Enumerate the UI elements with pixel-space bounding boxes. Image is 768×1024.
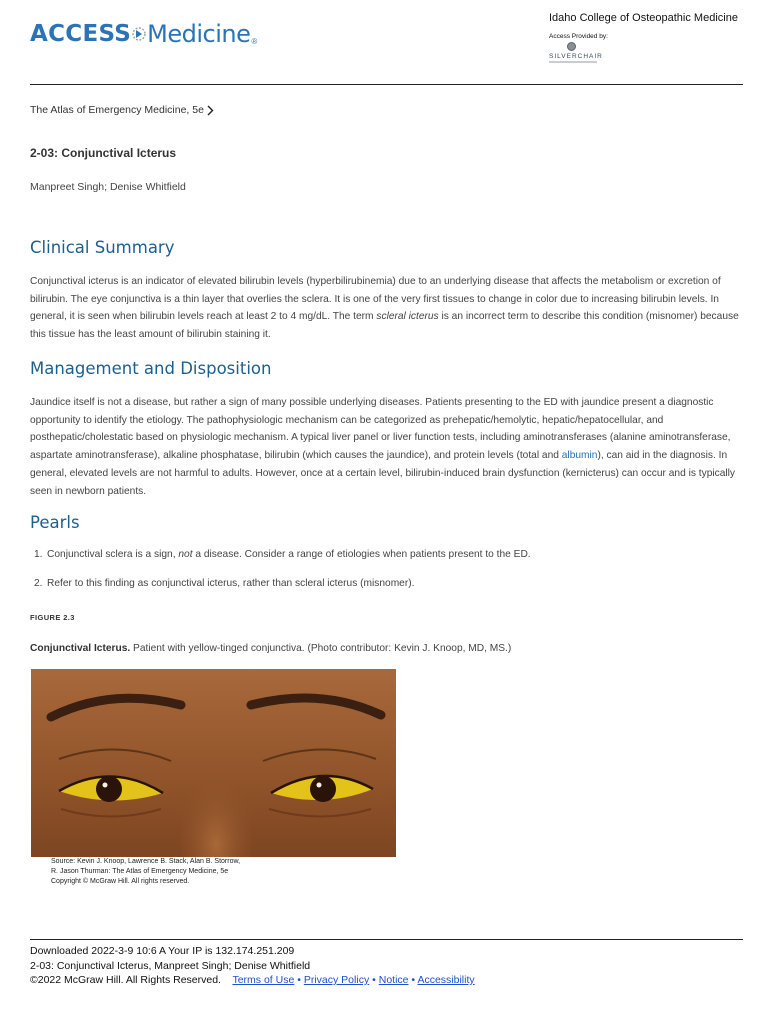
pearl-text-pre: Conjunctival sclera is a sign, (47, 549, 179, 560)
footer-copyright: ©2022 McGraw Hill. All Rights Reserved. (30, 974, 221, 986)
albumin-link[interactable]: albumin (561, 450, 598, 462)
breadcrumb[interactable] (30, 104, 214, 116)
pearl-number: 1. (34, 549, 43, 560)
pearl-text-italic: not (178, 549, 193, 560)
silverchair-logo-text: SILVERCHAIR (549, 53, 603, 60)
figure-label: FIGURE 2.3 (30, 613, 75, 622)
pearl-item (34, 578, 414, 589)
figure-caption (30, 643, 511, 654)
pearl-item (34, 549, 531, 560)
logo-arrow-icon (132, 23, 146, 45)
institution-name: Idaho College of Osteopathic Medicine (549, 12, 738, 24)
footer-download-info: Downloaded 2022-3-9 10:6 A Your IP is 132.174.251.209 (30, 945, 295, 957)
clinical-summary-text-2: is an incorrect term to describe this condition (misnomer) because this tissue has the least amount of bilirubin staining it. (30, 311, 739, 341)
accessmedicine-logo[interactable] (30, 14, 257, 54)
silverchair-logo (549, 42, 603, 66)
footer-separator: • (297, 974, 301, 986)
figure-credit-line: Source: Kevin J. Knoop, Lawrence B. Stack, Alan B. Storrow, (51, 858, 241, 865)
pearl-number: 2. (34, 578, 43, 589)
chapter-title: 2-03: Conjunctival Icterus (30, 146, 177, 160)
terms-of-use-link[interactable]: Terms of Use (232, 974, 295, 986)
chevron-right-icon (207, 105, 214, 116)
management-paragraph (30, 394, 740, 500)
scleral-icterus-term: scleral icterus (376, 311, 439, 323)
logo-medicine-text: Medicine (147, 20, 251, 48)
management-heading: Management and Disposition (30, 359, 272, 378)
figure-credit-line: Copyright © McGraw Hill. All rights reserved. (51, 878, 190, 885)
footer-separator: • (411, 974, 416, 986)
pearl-text-post: a disease. Consider a range of etiologies when patients present to the ED. (192, 549, 531, 560)
chapter-authors: Manpreet Singh; Denise Whitfield (30, 181, 186, 193)
footer-copyright-row (30, 973, 475, 988)
figure-caption-title: Conjunctival Icterus. (30, 643, 131, 654)
clinical-summary-heading: Clinical Summary (30, 238, 175, 257)
accessibility-link[interactable]: Accessibility (417, 974, 475, 986)
notice-link[interactable]: Notice (378, 974, 409, 986)
figure-caption-text: Patient with yellow-tinged conjunctiva. (Photo contributor: Kevin J. Knoop, MD, MS.) (130, 643, 512, 654)
footer-citation: 2-03: Conjunctival Icterus, Manpreet Singh; Denise Whitfield (30, 959, 311, 972)
breadcrumb-book-link[interactable]: The Atlas of Emergency Medicine, 5e (30, 104, 204, 116)
clinical-summary-text-1: Conjunctival icterus is an indicator of elevated bilirubin levels (hyperbilirubinemia) due to an underlying disease that affects the metabolism or excretion of bilirubin. The eye conjunctiva is a thin layer that overlies the sclera. It is one of the very first tissues to change in color due to increasing bilirubin levels. In general, it is seen when bilirubin levels reach at least 2 to 4 mg/dL. The term (30, 276, 721, 323)
clinical-summary-paragraph (30, 273, 740, 344)
footer (30, 944, 475, 988)
figure-source-credit (51, 857, 391, 887)
silverchair-globe-icon (567, 42, 576, 51)
access-provided-label: Access Provided by: (549, 33, 608, 40)
logo-access-text: ACCESS (30, 21, 132, 47)
pearl-text: Refer to this finding as conjunctival icterus, rather than scleral icterus (misnomer). (47, 578, 415, 589)
header-divider (30, 84, 743, 85)
footer-divider (30, 939, 743, 940)
figure-photo[interactable] (31, 669, 396, 857)
footer-separator: • (372, 974, 376, 986)
management-text-2: ), can aid in the diagnosis. In general, elevated levels are not harmful to adults. However, once at a certain level, bilirubin-induced brain dysfunction (kernicterus) can occur and is typically seen in newborn patients. (30, 450, 736, 497)
pearls-heading: Pearls (30, 513, 80, 532)
silverchair-logo-subline (549, 61, 597, 63)
figure-credit-line: R. Jason Thurman: The Atlas of Emergency Medicine, 5e (51, 868, 229, 875)
privacy-policy-link[interactable]: Privacy Policy (303, 974, 370, 986)
logo-registered-mark: ® (251, 37, 258, 46)
management-text-1: Jaundice itself is not a disease, but rather a sign of many possible underlying diseases. Patients presenting to the ED with jaundice present a diagnostic opportunity to identify the etiology. The pathophysiologic mechanism can be categorized as prehepatic/hemolytic, hepatic/hepatocellular, and posthepatic/cholestatic based on physiologic mechanism. A typical liver panel or liver function tests, including aminotransferases (alanine aminotransferase, aspartate aminotransferase), alkaline phosphatase, bilirubin (which causes the jaundice), and protein levels (total and (30, 397, 731, 462)
